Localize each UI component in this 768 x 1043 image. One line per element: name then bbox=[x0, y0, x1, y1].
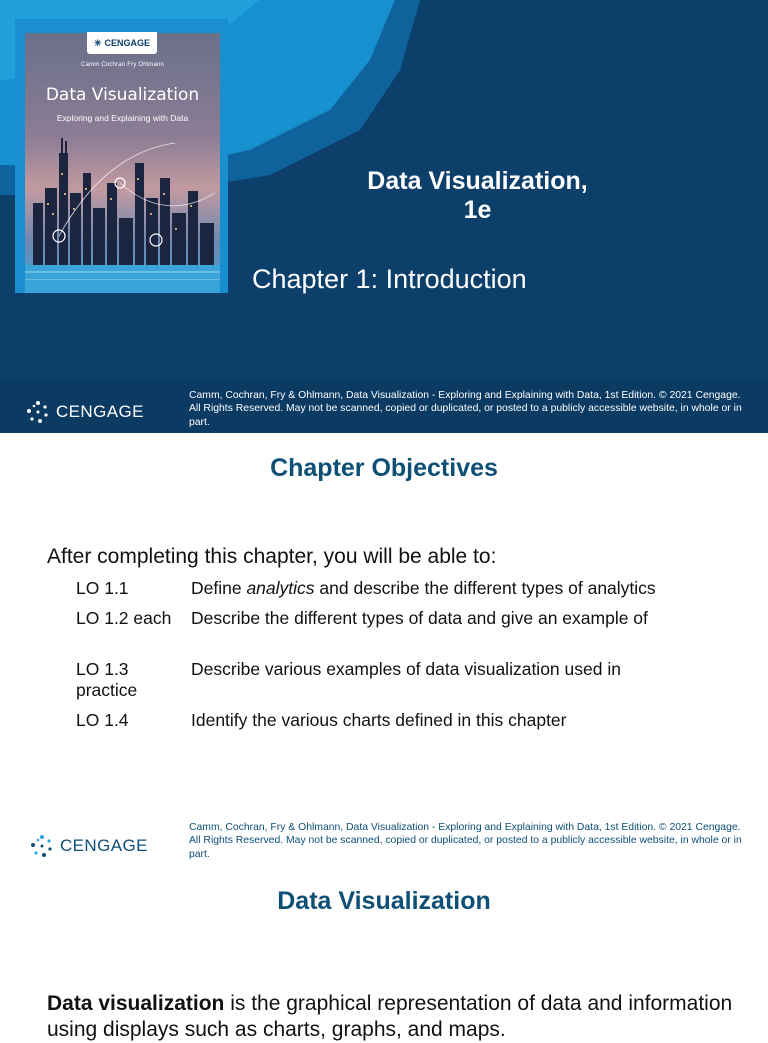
cengage-logo bbox=[30, 834, 148, 858]
city-skyline-image bbox=[25, 133, 220, 293]
cover-publisher-badge bbox=[87, 32, 157, 54]
definition-slide bbox=[0, 870, 768, 1041]
objective-code: LO 1.3 practice bbox=[76, 659, 138, 700]
objective-description: Describe the different types of data and give an example of bbox=[191, 608, 648, 628]
cover-title: Data Visualization bbox=[45, 85, 200, 105]
title-slide bbox=[0, 0, 768, 433]
cover-subtitle: Exploring and Explaining with Data bbox=[56, 113, 189, 123]
objective-emphasis: analytics bbox=[246, 578, 315, 598]
cengage-logo-text: CENGAGE bbox=[56, 402, 144, 421]
slide-title: Chapter Objectives bbox=[270, 454, 498, 482]
book-title-line2: 1e bbox=[463, 196, 492, 224]
objective-code: LO 1.2 each bbox=[76, 608, 172, 628]
copyright-notice: Camm, Cochran, Fry & Ohlmann, Data Visualization - Exploring and Explaining with Data, 1st Edition. © 2021 Cengage. All Rights Reserved. May not be scanned, copied or duplicated, or posted to a publicly accessible website, in whole or in part. bbox=[189, 822, 742, 860]
slide-title: Data Visualization bbox=[277, 887, 491, 915]
book-cover-art bbox=[25, 33, 220, 293]
objectives-slide bbox=[0, 433, 768, 870]
cengage-logo bbox=[26, 400, 144, 424]
copyright-notice: Camm, Cochran, Fry & Ohlmann, Data Visualization - Exploring and Explaining with Data, 1st Edition. © 2021 Cengage. All Rights Reserved. May not be scanned, copied or duplicated, or posted to a publicly accessible website, in whole or in part. bbox=[189, 390, 742, 428]
objectives-intro: After completing this chapter, you will be able to: bbox=[47, 545, 497, 568]
definition-text bbox=[47, 991, 737, 1043]
defined-term: Data visualization bbox=[47, 992, 225, 1015]
chapter-heading: Chapter 1: Introduction bbox=[252, 264, 527, 294]
book-cover bbox=[15, 19, 228, 293]
cengage-logo-text: CENGAGE bbox=[60, 836, 148, 855]
book-title bbox=[310, 167, 645, 225]
objective-description bbox=[191, 578, 751, 599]
cengage-logo-icon bbox=[30, 834, 54, 858]
objective-description: Identify the various charts defined in this chapter bbox=[191, 710, 567, 730]
objective-text: Define bbox=[191, 578, 247, 598]
definition-body: is the graphical representation of data and information using displays such as charts, graphs, and maps. bbox=[47, 992, 733, 1041]
objective-code: LO 1.1 bbox=[76, 578, 129, 598]
cover-authors: Camm Cochran Fry Ohlmann bbox=[80, 62, 165, 68]
cengage-logo-icon bbox=[26, 400, 50, 424]
objective-description: Describe various examples of data visualization used in bbox=[191, 659, 621, 679]
cover-brand-text: CENGAGE bbox=[104, 38, 151, 48]
cengage-logo-icon: ✳ bbox=[93, 37, 102, 48]
book-title-line1: Data Visualization, bbox=[367, 167, 588, 195]
objective-text: and describe the different types of analytics bbox=[314, 578, 656, 598]
objective-code: LO 1.4 bbox=[76, 710, 129, 730]
